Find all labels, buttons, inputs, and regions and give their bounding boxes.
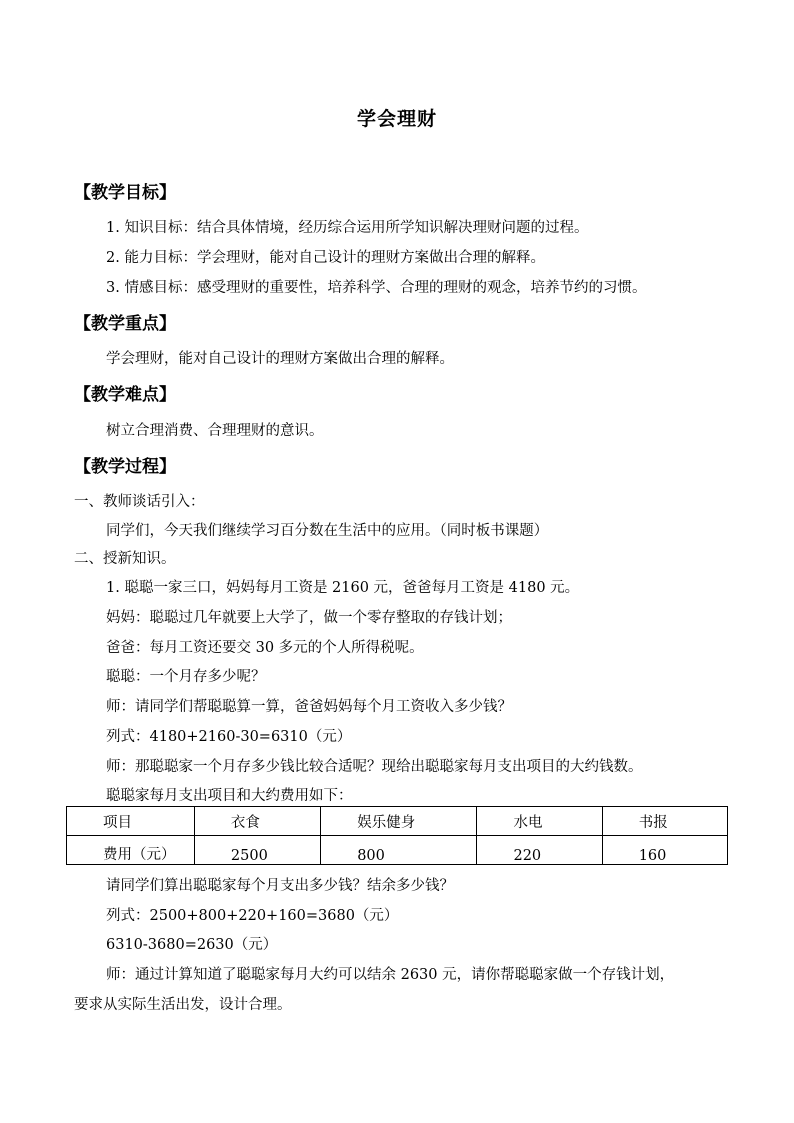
process-line-1: 1. 聪聪一家三口，妈妈每月工资是 2160 元，爸爸每月工资是 4180 元。: [106, 580, 580, 596]
part1-title: 一、教师谈话引入：: [74, 494, 205, 510]
expense-table: [66, 806, 728, 865]
process-line-2: 妈妈：聪聪过几年就要上大学了，做一个零存整取的存钱计划；: [106, 610, 512, 626]
part1-text: 同学们，今天我们继续学习百分数在生活中的应用。（同时板书课题）: [106, 523, 549, 539]
keypoint-text: 学会理财，能对自己设计的理财方案做出合理的解释。: [106, 351, 454, 367]
table-header-cell: 娱乐健身: [321, 807, 477, 836]
process-line-8: 聪聪家每月支出项目和大约费用如下：: [106, 788, 353, 804]
after-line-4: 师：通过计算知道了聪聪家每月大约可以结余 2630 元，请你帮聪聪家做一个存钱计划，: [106, 967, 675, 983]
table-cell: 800: [321, 836, 477, 865]
last-line: 要求从实际生活出发，设计合理。: [74, 997, 292, 1013]
table-header-cell: 书报: [602, 807, 727, 836]
table-cell: 2500: [194, 836, 320, 865]
table-cell: 160: [602, 836, 727, 865]
part2-title: 二、授新知识。: [74, 551, 176, 567]
objective-item-3: 3. 情感目标：感受理财的重要性，培养科学、合理的理财的观念，培养节约的习惯。: [106, 280, 647, 296]
table-header-row: [67, 807, 728, 836]
keypoint-heading: 【教学重点】: [74, 314, 176, 334]
after-line-3: 6310-3680=2630（元）: [106, 937, 278, 953]
after-line-1: 请同学们算出聪聪家每个月支出多少钱？结余多少钱？: [106, 878, 454, 894]
objective-item-2: 2. 能力目标：学会理财，能对自己设计的理财方案做出合理的解释。: [106, 250, 545, 266]
page-title: 学会理财: [356, 108, 437, 130]
difficulty-text: 树立合理消费、合理理财的意识。: [106, 423, 324, 439]
table-row: [67, 836, 728, 865]
process-line-6: 列式：4180+2160-30=6310（元）: [106, 729, 352, 745]
process-line-7: 师：那聪聪家一个月存多少钱比较合适呢？现给出聪聪家每月支出项目的大约钱数。: [106, 759, 643, 775]
process-line-4: 聪聪：一个月存多少呢？: [106, 669, 266, 685]
table-header-cell: 衣食: [194, 807, 320, 836]
table-cell: 费用（元）: [67, 836, 195, 865]
process-heading: 【教学过程】: [74, 457, 176, 477]
objectives-heading: 【教学目标】: [74, 183, 176, 203]
difficulty-heading: 【教学难点】: [74, 385, 176, 405]
process-line-5: 师：请同学们帮聪聪算一算，爸爸妈妈每个月工资收入多少钱？: [106, 699, 512, 715]
table-cell: 220: [477, 836, 602, 865]
objective-item-1: 1. 知识目标：结合具体情境，经历综合运用所学知识解决理财问题的过程。: [106, 220, 589, 236]
table-header-cell: 水电: [477, 807, 602, 836]
after-line-2: 列式：2500+800+220+160=3680（元）: [106, 908, 399, 924]
process-line-3: 爸爸：每月工资还要交 30 多元的个人所得税呢。: [106, 640, 424, 656]
table-header-cell: 项目: [67, 807, 195, 836]
